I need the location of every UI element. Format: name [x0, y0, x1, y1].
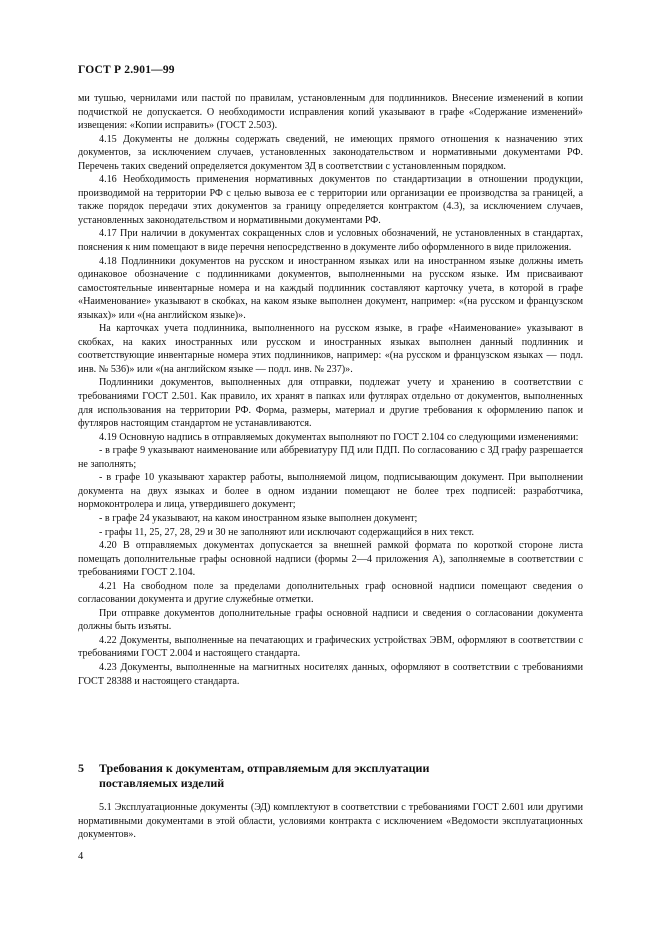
- paragraph: - графы 11, 25, 27, 28, 29 и 30 не заполняют или исключают содержащийся в них текст.: [99, 526, 475, 538]
- section-title-line2: поставляемых изделий: [99, 776, 225, 790]
- paragraph: - в графе 24 указывают, на каком иностранном языке выполнен документ;: [99, 512, 418, 524]
- document-header: ГОСТ Р 2.901—99: [78, 64, 175, 76]
- paragraph: 4.22 Документы, выполненные на печатающих и графических устройствах ЭВМ, оформляют в соответствии с требованиями ГОСТ 2.004 и настоящего стандарта.: [78, 634, 583, 660]
- paragraph: 4.15 Документы не должны содержать сведений, не имеющих прямого отношения к назначению этих документов, за исключением случаев, установленных законодательством и нормативными документами РФ. Перечень таких сведений определяется документом ЗД в соответствии с установленным порядком.: [78, 133, 583, 172]
- paragraph: На карточках учета подлинника, выполненного на русском языке, в графе «Наименование» указывают в скобках, на каких иностранных или русском и иностранных языках выполнен данный подлинник и соответствующие инвентарные номера этих подлинников, например: «(на русском и французском языках — подл. инв. № 536)» или «(на английском языке — подл. инв. № 237)».: [78, 323, 583, 375]
- paragraph: 5.1 Эксплуатационные документы (ЭД) комплектуют в соответствии с требованиями ГОСТ 2.601 или другими нормативными документами в этой области, условиями контракта с исключением «Ведомости эксплуатационных документов».: [78, 802, 583, 841]
- paragraph: 4.20 В отправляемых документах допускается за внешней рамкой формата по короткой стороне листа помещать дополнительные графы основной надписи (формы 2—4 приложения А), заполняемые в соответствии с требованиями ГОСТ 2.104.: [78, 540, 583, 579]
- paragraph: ми тушью, чернилами или пастой по правилам, установленным для подлинников. Внесение изменений в копии подчисткой не допускается. О необходимости исправления копий указывают в графе «Содержание изменений» извещения: «Копии исправить» (ГОСТ 2.503).: [78, 93, 583, 132]
- body-text: [78, 92, 583, 688]
- paragraph: 4.19 Основную надпись в отправляемых документах выполняют по ГОСТ 2.104 со следующими изменениями:: [99, 431, 579, 443]
- section-title-line1: Требования к документам, отправляемым для эксплуатации: [99, 761, 430, 775]
- paragraph: - в графе 9 указывают наименование или аббревиатуру ПД или ПДП. По согласованию с ЗД графу разрешается не заполнять;: [78, 445, 583, 470]
- paragraph: Подлинники документов, выполненных для отправки, подлежат учету и хранению в соответствии с требованиями ГОСТ 2.501. Как правило, их хранят в папках или футлярах отдельно от документов, выполненных для использования на территории РФ. Форма, размеры, материал и другие требования к оформлению папок и футляров настоящим стандартом не устанавливаются.: [78, 377, 583, 430]
- paragraph: 4.23 Документы, выполненные на магнитных носителях данных, оформляют в соответствии с требованиями ГОСТ 28388 и настоящего стандарта.: [78, 661, 583, 687]
- paragraph: 4.16 Необходимость применения нормативных документов по стандартизации в отношении продукции, производимой на территории РФ с целью вывоза ее с территории или организации ее производства за границей, а также порядок передачи этих документов за границу определяется контрактом (4.3), за исключением случаев, установленных законодательством и нормативными документами РФ.: [78, 174, 583, 226]
- paragraph: 4.17 При наличии в документах сокращенных слов и условных обозначений, не установленных в стандартах, пояснения к ним помещают в виде перечня непосредственно в документе либо оформленного в виде приложения.: [78, 228, 583, 254]
- paragraph: 4.21 На свободном поле за пределами дополнительных граф основной надписи помещают сведения о согласовании документа и другие служебные отметки.: [78, 580, 583, 606]
- section-body: [78, 801, 583, 842]
- paragraph: 4.18 Подлинники документов на русском и иностранном языках или на иностранном языке должны иметь одинаковое обозначение с подлинниками документов, выполненными на русском языке. Им присваивают самостоятельные инвентарные номера и на каждый подлинник составляют карточку учета, в которой в графе «Наименование» указывают в скобках, на каком языке выполнен документ, например: «(на русском и французском языках)» или «(на английском языке)».: [78, 255, 583, 321]
- paragraph: При отправке документов дополнительные графы основной надписи и сведения о согласовании документа должны быть изъяты.: [78, 607, 583, 633]
- paragraph: - в графе 10 указывают характер работы, выполняемой лицом, подписывающим документ. При выполнении документа на двух языках и более в одном издании помещают не более трех подписей: разработчика, нормоконтролера и лица, утвердившего документ;: [78, 472, 583, 511]
- section-number: 5: [78, 761, 84, 775]
- page-number: 4: [78, 851, 84, 862]
- section-heading: [78, 761, 583, 791]
- section-heading-line1: [78, 761, 583, 776]
